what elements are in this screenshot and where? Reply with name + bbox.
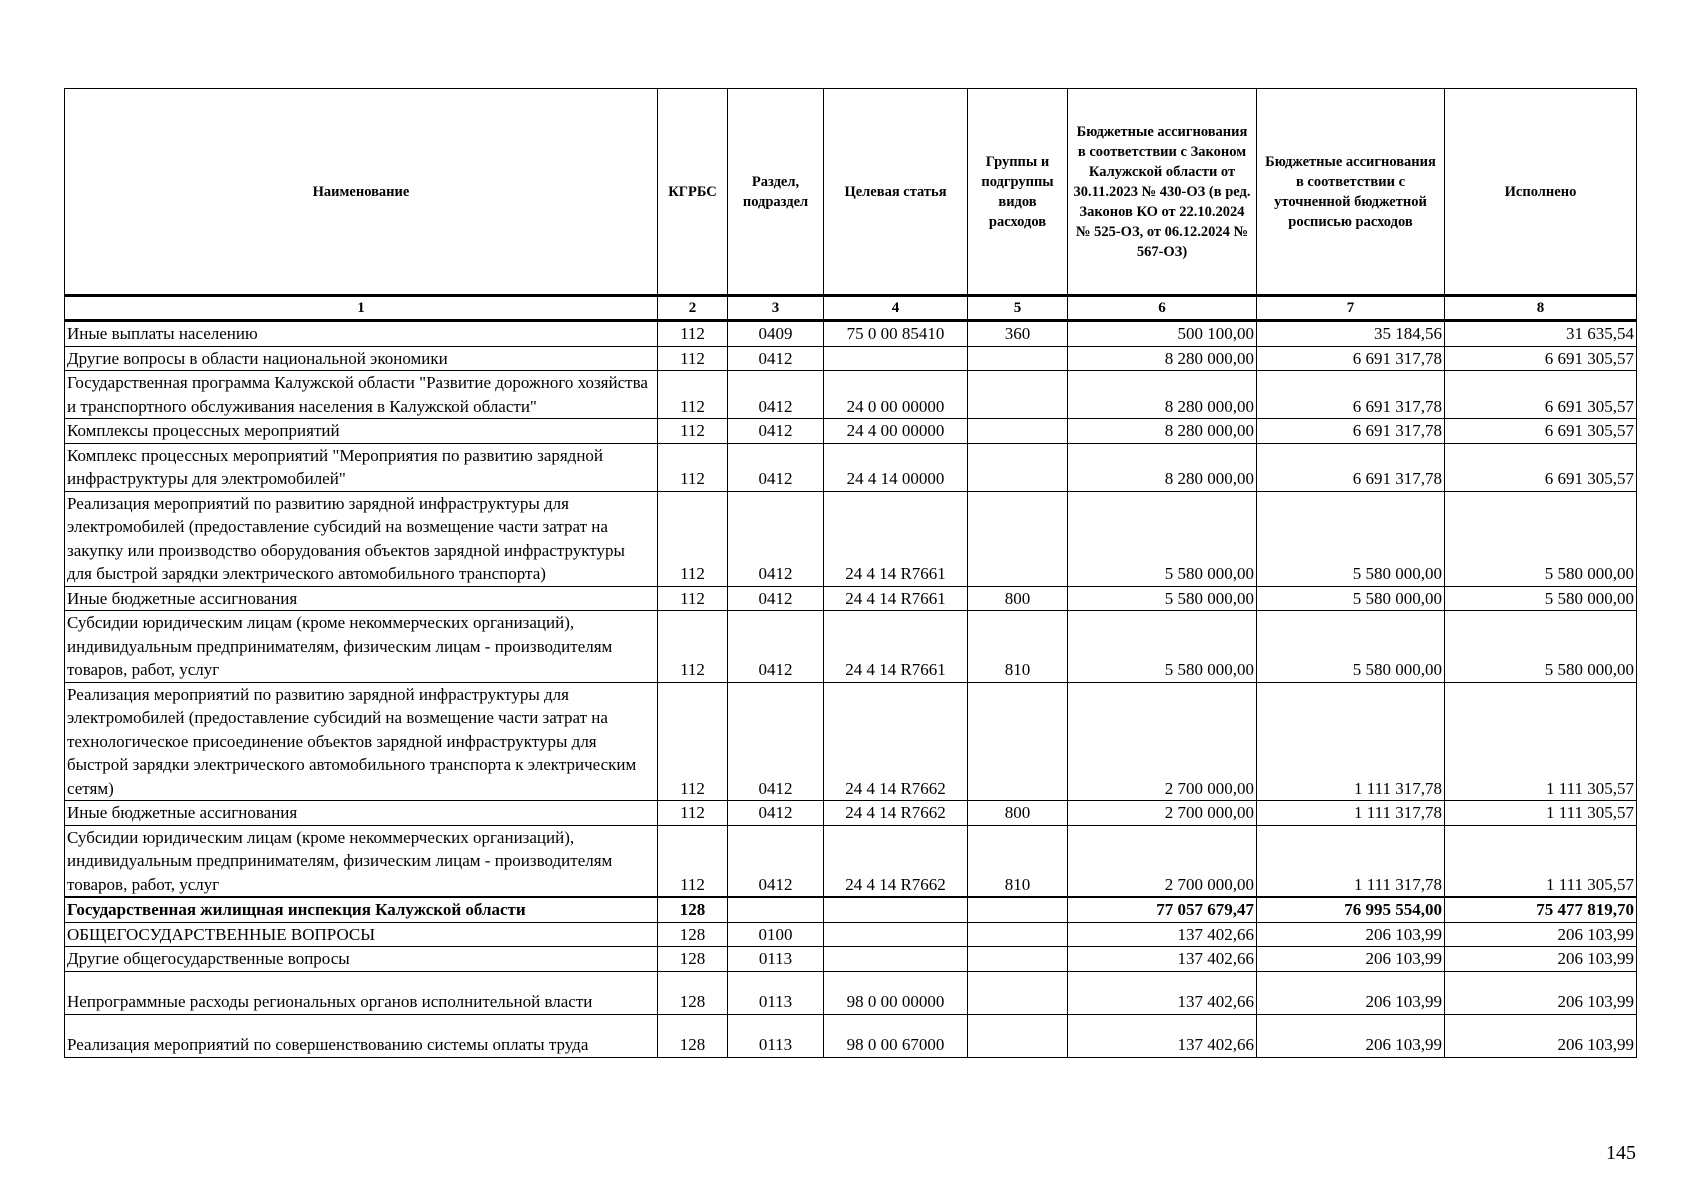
table-row [65, 371, 1637, 419]
cell-razdel: 0412 [728, 419, 824, 444]
cell-kgrbs: 112 [658, 682, 728, 801]
column-number: 2 [658, 296, 728, 321]
cell-refined: 76 995 554,00 [1257, 897, 1445, 922]
table-row [65, 947, 1637, 972]
cell-group [968, 947, 1068, 972]
cell-executed: 6 691 305,57 [1445, 419, 1637, 444]
table-row [65, 346, 1637, 371]
cell-group [968, 346, 1068, 371]
header-row [65, 89, 1637, 296]
cell-executed: 1 111 305,57 [1445, 801, 1637, 826]
cell-assigned: 500 100,00 [1068, 321, 1257, 347]
cell-target: 24 4 14 R7661 [824, 586, 968, 611]
header-assigned: Бюджетные ассигнования в соответствии с Законом Калужской области от 30.11.2023 № 430-ОЗ (в ред. Законов КО от 22.10.2024 № 525-ОЗ, от 06.12.2024 № 567-ОЗ) [1068, 89, 1257, 296]
cell-executed: 31 635,54 [1445, 321, 1637, 347]
column-number: 5 [968, 296, 1068, 321]
cell-razdel: 0113 [728, 947, 824, 972]
cell-razdel: 0412 [728, 586, 824, 611]
cell-name: Государственная жилищная инспекция Калужской области [65, 897, 658, 922]
table-row [65, 321, 1637, 347]
cell-executed: 5 580 000,00 [1445, 611, 1637, 683]
cell-refined: 5 580 000,00 [1257, 586, 1445, 611]
cell-refined: 5 580 000,00 [1257, 491, 1445, 586]
table-row [65, 801, 1637, 826]
cell-razdel: 0100 [728, 922, 824, 947]
cell-assigned: 5 580 000,00 [1068, 491, 1257, 586]
cell-kgrbs: 112 [658, 611, 728, 683]
header-executed: Исполнено [1445, 89, 1637, 296]
header-refined: Бюджетные ассигнования в соответствии с уточненной бюджетной росписью расходов [1257, 89, 1445, 296]
cell-group [968, 897, 1068, 922]
cell-group [968, 1014, 1068, 1057]
cell-kgrbs: 128 [658, 922, 728, 947]
cell-executed: 206 103,99 [1445, 922, 1637, 947]
cell-group: 810 [968, 825, 1068, 897]
cell-target [824, 947, 968, 972]
column-number: 6 [1068, 296, 1257, 321]
cell-kgrbs: 128 [658, 971, 728, 1014]
cell-target [824, 922, 968, 947]
cell-assigned: 8 280 000,00 [1068, 371, 1257, 419]
cell-assigned: 2 700 000,00 [1068, 682, 1257, 801]
cell-refined: 35 184,56 [1257, 321, 1445, 347]
cell-executed: 206 103,99 [1445, 947, 1637, 972]
cell-assigned: 137 402,66 [1068, 947, 1257, 972]
cell-kgrbs: 112 [658, 346, 728, 371]
cell-kgrbs: 112 [658, 371, 728, 419]
cell-refined: 5 580 000,00 [1257, 611, 1445, 683]
cell-assigned: 137 402,66 [1068, 971, 1257, 1014]
page-number: 145 [1606, 1142, 1636, 1164]
cell-name: Комплексы процессных мероприятий [65, 419, 658, 444]
cell-razdel: 0409 [728, 321, 824, 347]
cell-target: 24 4 14 R7662 [824, 801, 968, 826]
cell-target: 75 0 00 85410 [824, 321, 968, 347]
cell-group [968, 371, 1068, 419]
table-row [65, 922, 1637, 947]
cell-target: 24 0 00 00000 [824, 371, 968, 419]
cell-target [824, 346, 968, 371]
table-row [65, 419, 1637, 444]
header-name: Наименование [65, 89, 658, 296]
header-target: Целевая статья [824, 89, 968, 296]
cell-name: Реализация мероприятий по развитию зарядной инфраструктуры для электромобилей (предоставление субсидий на возмещение части затрат на закупку или производство оборудования объектов зарядной инфраструктуры для быстрой зарядки электрического автомобильного транспорта) [65, 491, 658, 586]
cell-kgrbs: 112 [658, 321, 728, 347]
column-number-row [65, 296, 1637, 321]
cell-razdel: 0113 [728, 1014, 824, 1057]
cell-refined: 6 691 317,78 [1257, 443, 1445, 491]
cell-name: Иные бюджетные ассигнования [65, 801, 658, 826]
table-row [65, 491, 1637, 586]
cell-target: 24 4 14 R7661 [824, 611, 968, 683]
cell-assigned: 5 580 000,00 [1068, 611, 1257, 683]
table-row [65, 443, 1637, 491]
cell-refined: 1 111 317,78 [1257, 825, 1445, 897]
cell-target [824, 897, 968, 922]
cell-razdel [728, 897, 824, 922]
column-number: 1 [65, 296, 658, 321]
cell-kgrbs: 112 [658, 825, 728, 897]
cell-executed: 5 580 000,00 [1445, 491, 1637, 586]
cell-name: Субсидии юридическим лицам (кроме некоммерческих организаций), индивидуальным предпринимателям, физическим лицам - производителям товаров, работ, услуг [65, 611, 658, 683]
cell-kgrbs: 112 [658, 443, 728, 491]
cell-target: 98 0 00 00000 [824, 971, 968, 1014]
column-number: 3 [728, 296, 824, 321]
table-row [65, 971, 1637, 1014]
cell-name: Другие общегосударственные вопросы [65, 947, 658, 972]
header-razdel: Раздел, подраздел [728, 89, 824, 296]
cell-executed: 5 580 000,00 [1445, 586, 1637, 611]
cell-kgrbs: 112 [658, 491, 728, 586]
cell-group [968, 419, 1068, 444]
cell-target: 98 0 00 67000 [824, 1014, 968, 1057]
cell-target: 24 4 14 00000 [824, 443, 968, 491]
cell-razdel: 0412 [728, 611, 824, 683]
cell-kgrbs: 128 [658, 947, 728, 972]
header-group: Группы и подгруппы видов расходов [968, 89, 1068, 296]
cell-assigned: 8 280 000,00 [1068, 443, 1257, 491]
cell-assigned: 8 280 000,00 [1068, 346, 1257, 371]
cell-executed: 1 111 305,57 [1445, 682, 1637, 801]
cell-target: 24 4 00 00000 [824, 419, 968, 444]
cell-kgrbs: 112 [658, 801, 728, 826]
cell-name: Реализация мероприятий по совершенствованию системы оплаты труда [65, 1014, 658, 1057]
cell-name: Непрограммные расходы региональных органов исполнительной власти [65, 971, 658, 1014]
cell-group: 800 [968, 586, 1068, 611]
cell-refined: 6 691 317,78 [1257, 419, 1445, 444]
cell-refined: 206 103,99 [1257, 971, 1445, 1014]
table-body [65, 321, 1637, 1058]
cell-executed: 6 691 305,57 [1445, 371, 1637, 419]
cell-target: 24 4 14 R7662 [824, 682, 968, 801]
cell-razdel: 0412 [728, 371, 824, 419]
cell-razdel: 0113 [728, 971, 824, 1014]
cell-refined: 206 103,99 [1257, 947, 1445, 972]
cell-name: Иные выплаты населению [65, 321, 658, 347]
cell-name: Государственная программа Калужской области "Развитие дорожного хозяйства и транспортного обслуживания населения в Калужской области" [65, 371, 658, 419]
column-number: 7 [1257, 296, 1445, 321]
cell-assigned: 2 700 000,00 [1068, 801, 1257, 826]
cell-target: 24 4 14 R7662 [824, 825, 968, 897]
table-row [65, 611, 1637, 683]
cell-target: 24 4 14 R7661 [824, 491, 968, 586]
cell-assigned: 77 057 679,47 [1068, 897, 1257, 922]
table-row [65, 586, 1637, 611]
cell-kgrbs: 112 [658, 586, 728, 611]
cell-executed: 6 691 305,57 [1445, 443, 1637, 491]
cell-refined: 206 103,99 [1257, 922, 1445, 947]
cell-group [968, 682, 1068, 801]
cell-razdel: 0412 [728, 825, 824, 897]
table-row [65, 682, 1637, 801]
cell-razdel: 0412 [728, 491, 824, 586]
table-row [65, 1014, 1637, 1057]
cell-assigned: 137 402,66 [1068, 1014, 1257, 1057]
cell-executed: 206 103,99 [1445, 971, 1637, 1014]
cell-assigned: 5 580 000,00 [1068, 586, 1257, 611]
table-row [65, 897, 1637, 922]
cell-razdel: 0412 [728, 801, 824, 826]
cell-refined: 1 111 317,78 [1257, 682, 1445, 801]
cell-executed: 1 111 305,57 [1445, 825, 1637, 897]
budget-report-page [64, 88, 1636, 1058]
cell-razdel: 0412 [728, 346, 824, 371]
cell-refined: 6 691 317,78 [1257, 346, 1445, 371]
cell-kgrbs: 128 [658, 1014, 728, 1057]
cell-group [968, 922, 1068, 947]
cell-group [968, 443, 1068, 491]
cell-name: ОБЩЕГОСУДАРСТВЕННЫЕ ВОПРОСЫ [65, 922, 658, 947]
header-kgrbs: КГРБС [658, 89, 728, 296]
cell-group [968, 971, 1068, 1014]
cell-refined: 1 111 317,78 [1257, 801, 1445, 826]
cell-kgrbs: 112 [658, 419, 728, 444]
cell-refined: 206 103,99 [1257, 1014, 1445, 1057]
cell-name: Комплекс процессных мероприятий "Мероприятия по развитию зарядной инфраструктуры для электромобилей" [65, 443, 658, 491]
cell-group: 360 [968, 321, 1068, 347]
cell-kgrbs: 128 [658, 897, 728, 922]
cell-name: Субсидии юридическим лицам (кроме некоммерческих организаций), индивидуальным предпринимателям, физическим лицам - производителям товаров, работ, услуг [65, 825, 658, 897]
cell-group: 810 [968, 611, 1068, 683]
cell-executed: 75 477 819,70 [1445, 897, 1637, 922]
column-number: 4 [824, 296, 968, 321]
cell-name: Другие вопросы в области национальной экономики [65, 346, 658, 371]
table-row [65, 825, 1637, 897]
budget-table [64, 88, 1637, 1058]
cell-assigned: 8 280 000,00 [1068, 419, 1257, 444]
cell-assigned: 2 700 000,00 [1068, 825, 1257, 897]
cell-razdel: 0412 [728, 682, 824, 801]
cell-executed: 206 103,99 [1445, 1014, 1637, 1057]
column-number: 8 [1445, 296, 1637, 321]
cell-group: 800 [968, 801, 1068, 826]
cell-executed: 6 691 305,57 [1445, 346, 1637, 371]
cell-group [968, 491, 1068, 586]
cell-name: Иные бюджетные ассигнования [65, 586, 658, 611]
cell-assigned: 137 402,66 [1068, 922, 1257, 947]
cell-refined: 6 691 317,78 [1257, 371, 1445, 419]
cell-razdel: 0412 [728, 443, 824, 491]
cell-name: Реализация мероприятий по развитию зарядной инфраструктуры для электромобилей (предоставление субсидий на возмещение части затрат на технологическое присоединение объектов зарядной инфраструктуры для быстрой зарядки электрического автомобильного транспорта к электрическим сетям) [65, 682, 658, 801]
